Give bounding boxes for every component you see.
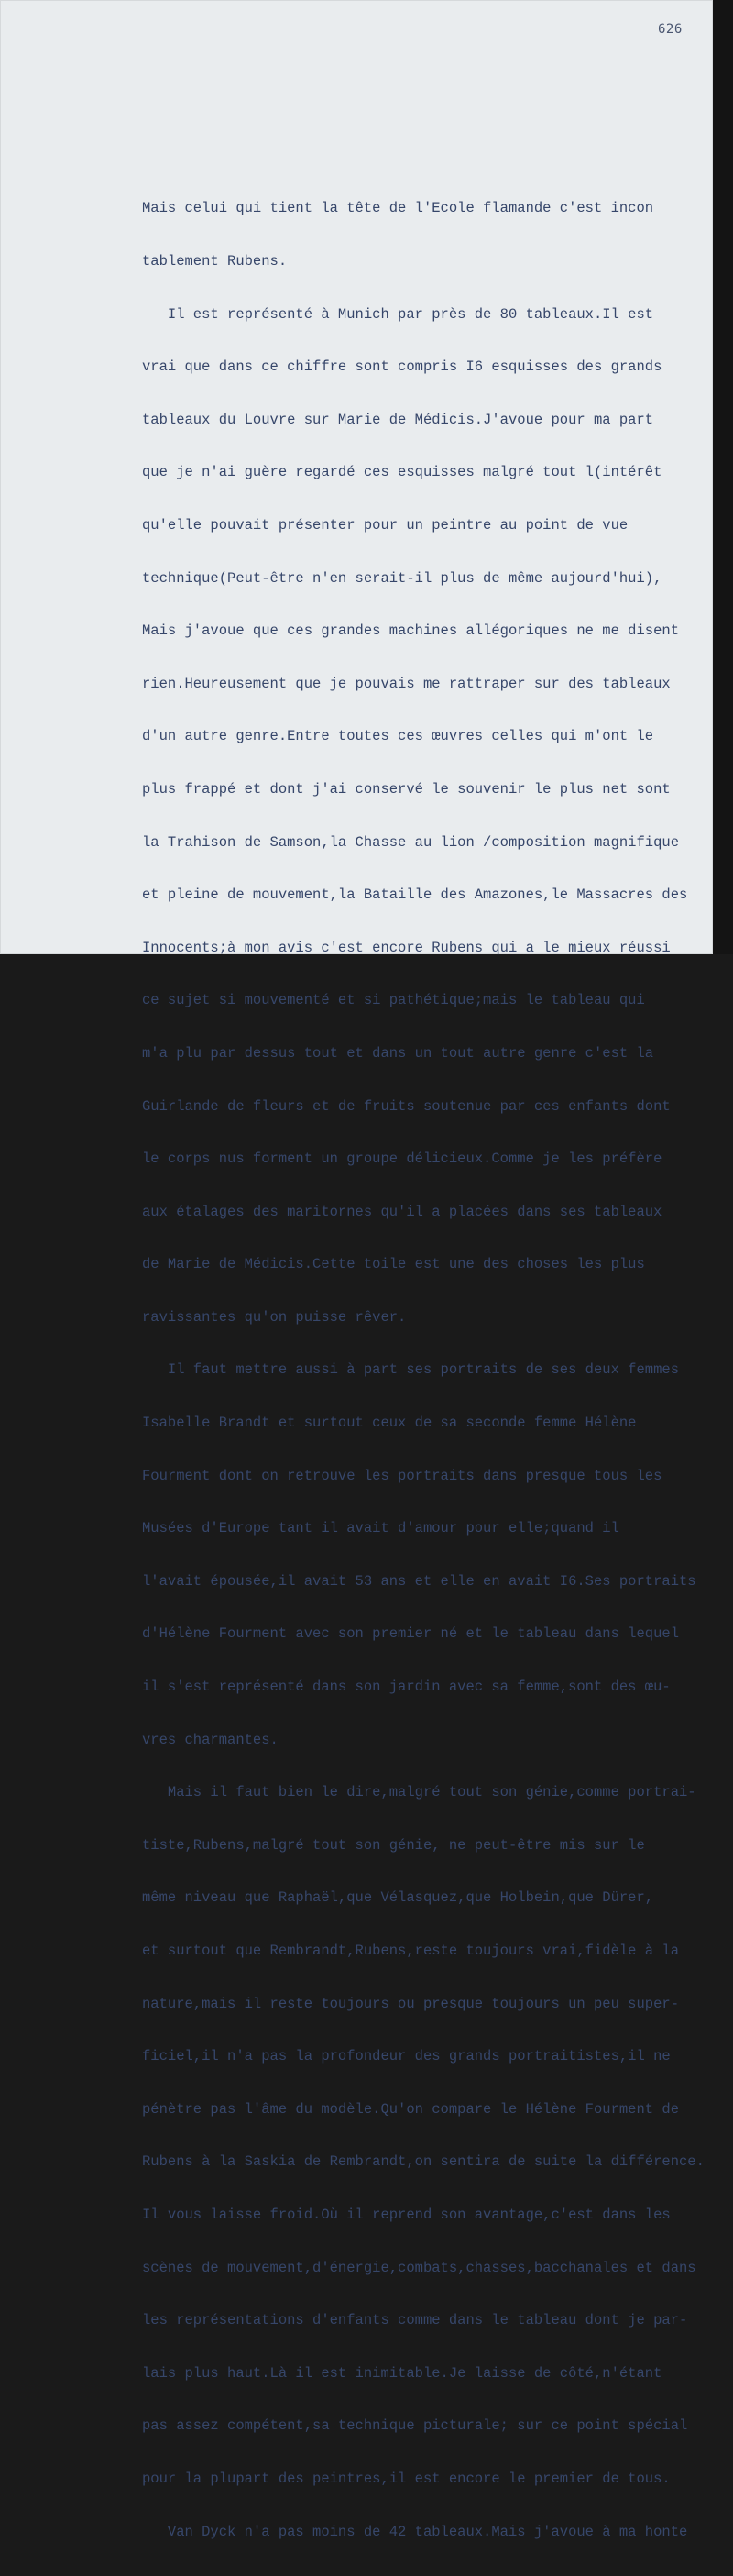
- text-line: plus frappé et dont j'ai conservé le souvenir le plus net sont: [142, 780, 671, 798]
- text-line: les représentations d'enfants comme dans le tableau dont je par-: [142, 2312, 688, 2329]
- text-line: pas assez compétent,sa technique picturale; sur ce point spécial: [142, 2417, 688, 2435]
- text-line: Il est représenté à Munich par près de 80 tableaux.Il est: [142, 305, 654, 323]
- text-line: Isabelle Brandt et surtout ceux de sa seconde femme Hélène: [142, 1415, 637, 1432]
- text-line: pour la plupart des peintres,il est encore le premier de tous.: [142, 2470, 671, 2487]
- text-line: pénètre pas l'âme du modèle.Qu'on compare le Hélène Fourment de: [142, 2100, 679, 2118]
- text-line: Innocents;à mon avis c'est encore Rubens qui a le mieux réussi: [142, 939, 671, 956]
- text-line: de Marie de Médicis.Cette toile est une des choses les plus: [142, 1256, 645, 1273]
- page-number: 626: [658, 22, 683, 37]
- text-line: nature,mais il reste toujours ou presque toujours un peu super-: [142, 1995, 679, 2012]
- text-line: Guirlande de fleurs et de fruits soutenue par ces enfants dont: [142, 1097, 671, 1115]
- text-line: le corps nus forment un groupe délicieux.Comme je les préfère: [142, 1150, 662, 1168]
- text-line: ravissantes qu'on puisse rêver.: [142, 1308, 407, 1326]
- text-line: d'un autre genre.Entre toutes ces œuvres celles qui m'ont le: [142, 728, 654, 745]
- text-line: Van Dyck n'a pas moins de 42 tableaux.Mais j'avoue à ma honte: [142, 2523, 688, 2540]
- text-line: Mais il faut bien le dire,malgré tout son génie,comme portrai-: [142, 1784, 696, 1801]
- text-line: ce sujet si mouvementé et si pathétique;mais le tableau qui: [142, 992, 645, 1009]
- text-line: il s'est représenté dans son jardin avec sa femme,sont des œu-: [142, 1679, 671, 1696]
- text-line: ficiel,il n'a pas la profondeur des grands portraitistes,il ne: [142, 2048, 671, 2065]
- text-line: et surtout que Rembrandt,Rubens,reste toujours vrai,fidèle à la: [142, 1943, 679, 1959]
- text-line: Rubens à la Saskia de Rembrandt,on sentira de suite la différence.: [142, 2153, 705, 2171]
- text-line: la Trahison de Samson,la Chasse au lion /composition magnifique: [142, 833, 679, 851]
- text-line: l'avait épousée,il avait 53 ans et elle en avait I6.Ses portraits: [142, 1572, 696, 1590]
- scan-dark-edge: [713, 0, 733, 954]
- text-line: même niveau que Raphaël,que Vélasquez,que Holbein,que Dürer,: [142, 1889, 654, 1907]
- text-line: Fourment dont on retrouve les portraits dans presque tous les: [142, 1467, 662, 1484]
- typed-text-body: [142, 165, 728, 2576]
- text-line: tiste,Rubens,malgré tout son génie, ne peut-être mis sur le: [142, 1836, 645, 1854]
- text-line: et pleine de mouvement,la Bataille des Amazones,le Massacres des: [142, 886, 688, 904]
- text-line: tablement Rubens.: [142, 253, 288, 270]
- text-line: vres charmantes.: [142, 1731, 279, 1748]
- text-line: lais plus haut.Là il est inimitable.Je laisse de côté,n'étant: [142, 2364, 662, 2382]
- text-line: que je n'ai guère regardé ces esquisses malgré tout l(intérêt: [142, 464, 662, 481]
- text-line: Mais j'avoue que ces grandes machines allégoriques ne me disent: [142, 622, 679, 640]
- text-line: tableaux du Louvre sur Marie de Médicis.J'avoue pour ma part: [142, 411, 654, 428]
- text-line: Mais celui qui tient la tête de l'Ecole flamande c'est incon: [142, 200, 654, 217]
- text-line: rien.Heureusement que je pouvais me rattraper sur des tableaux: [142, 675, 671, 692]
- text-line: qu'elle pouvait présenter pour un peintre au point de vue: [142, 516, 629, 534]
- text-line: Musées d'Europe tant il avait d'amour pour elle;quand il: [142, 1520, 619, 1537]
- text-line: vrai que dans ce chiffre sont compris I6 esquisses des grands: [142, 358, 662, 376]
- text-line: technique(Peut-être n'en serait-il plus de même aujourd'hui),: [142, 569, 662, 587]
- text-line: Il faut mettre aussi à part ses portraits de ses deux femmes: [142, 1361, 679, 1379]
- text-line: Il vous laisse froid.Où il reprend son avantage,c'est dans les: [142, 2206, 671, 2223]
- text-line: m'a plu par dessus tout et dans un tout autre genre c'est la: [142, 1044, 654, 1062]
- text-line: d'Hélène Fourment avec son premier né et le tableau dans lequel: [142, 1625, 679, 1643]
- text-line: aux étalages des maritornes qu'il a placées dans ses tableaux: [142, 1203, 662, 1220]
- text-line: scènes de mouvement,d'énergie,combats,chasses,bacchanales et dans: [142, 2259, 696, 2276]
